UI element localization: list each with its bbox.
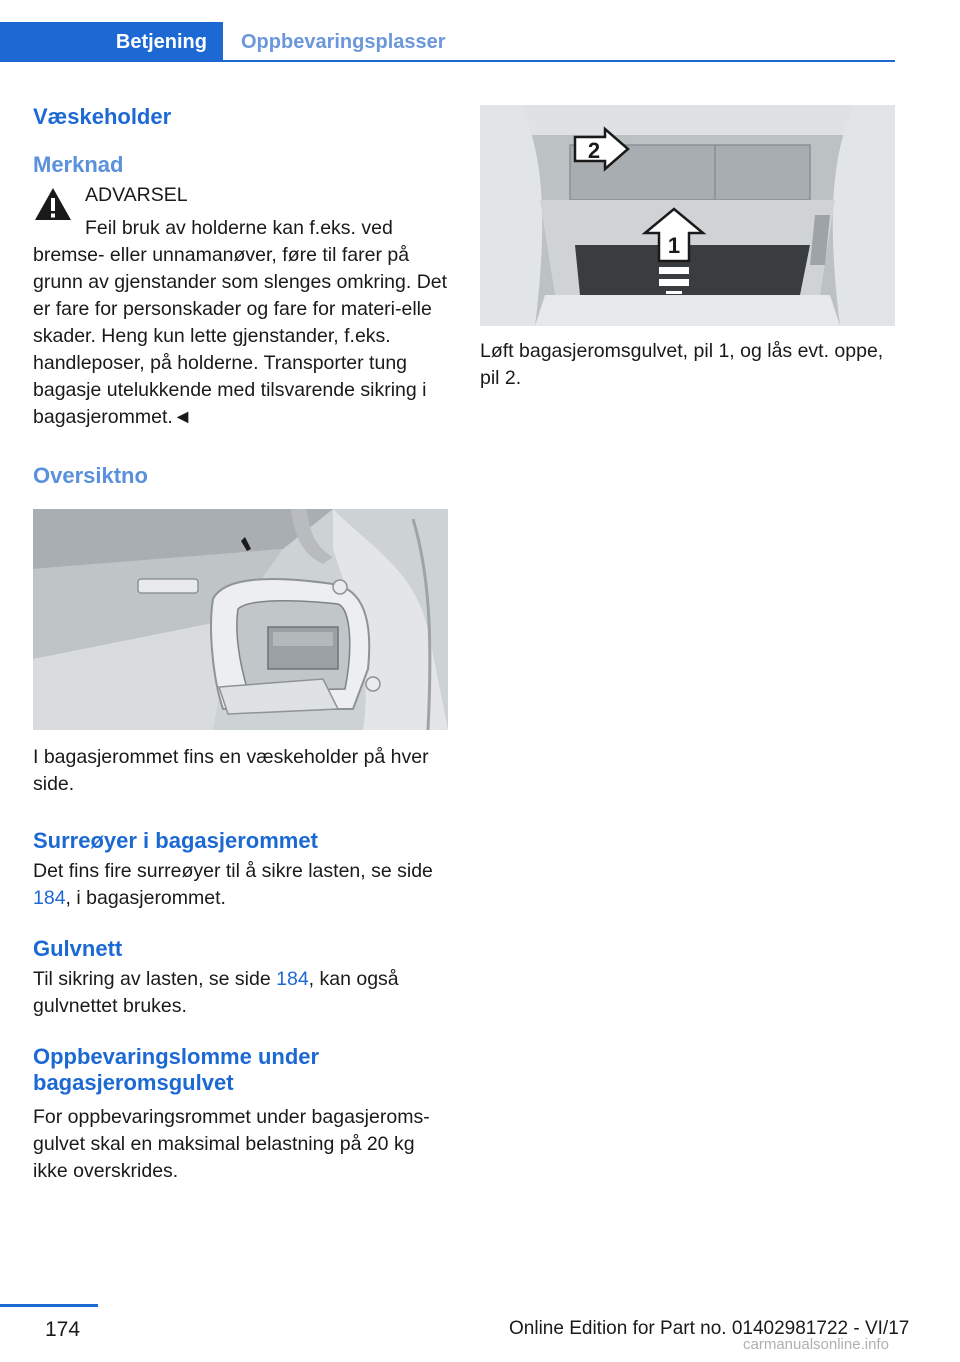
warning-text: bremse- eller unnamanøver, føre til farer på grunn av gjenstander som slenges omkring. Det er fare for personskader og fare for materi‐elle skader. Heng kun lette gjenstander, f.eks. handleposer, på holderne. Transporter tung bagasje utelukkende med tilsvarende sikring i bagasjerommet.◄ [33,244,448,428]
arrow-1-label: 1 [667,233,681,258]
trunk-floor-illustration [480,105,895,326]
warning-title: ADVARSEL [85,184,188,206]
tab-betjening[interactable]: Betjening [0,22,223,62]
footer-rule [0,1304,98,1307]
page-link-184[interactable]: 184 [33,887,66,909]
heading-merknad: Merknad [33,152,124,177]
watermark: carmanualsonline.info [743,1336,889,1353]
heading-gulvnett: Gulvnett [33,936,123,961]
caption-vaeskeholder: I bagasjerommet fins en væskeholder på hver side. [33,746,429,795]
tab-oppbevaringsplasser[interactable]: Oppbevaringsplasser [241,31,446,53]
page-header [0,22,895,62]
heading-vaeskeholder: Væskeholder [33,104,172,129]
heading-oversikt: Oversiktno [33,463,148,488]
heading-surreoyer: Surreøyer i bagasjerommet [33,828,318,853]
gulvnett-text: Til sikring av lasten, se side 184, kan også gulvnettet brukes. [33,968,399,1017]
left-column [33,100,448,1185]
trunk-floor-figure [480,105,895,326]
warning-text-first: Feil bruk av holderne kan f.eks. ved [85,217,393,239]
warning-triangle-icon [33,186,73,222]
page-link-184-b[interactable]: 184 [276,968,309,990]
caption-floor: Løft bagasjeromsgulvet, pil 1, og lås evt. oppe, pil 2. [480,340,884,389]
warning-block [33,182,448,431]
lomme-text: For oppbevaringsrommet under bagasjeroms‐gulvet skal en maksimal belastning på 20 kg ikke overskrides. [33,1106,430,1182]
page-number: 174 [45,1318,81,1341]
trunk-side-illustration [33,509,448,730]
surre-text: Det fins fire surreøyer til å sikre lasten, se side 184, i bagasjerommet. [33,860,433,909]
arrow-2-label: 2 [587,138,601,163]
trunk-side-figure [33,509,448,730]
edition-text: Online Edition for Part no. 01402981722 - VI/17 [509,1318,910,1339]
right-column [480,105,895,392]
heading-oppbevaringslomme: Oppbevaringslomme under bagasjeromsgulvet [33,1044,320,1095]
